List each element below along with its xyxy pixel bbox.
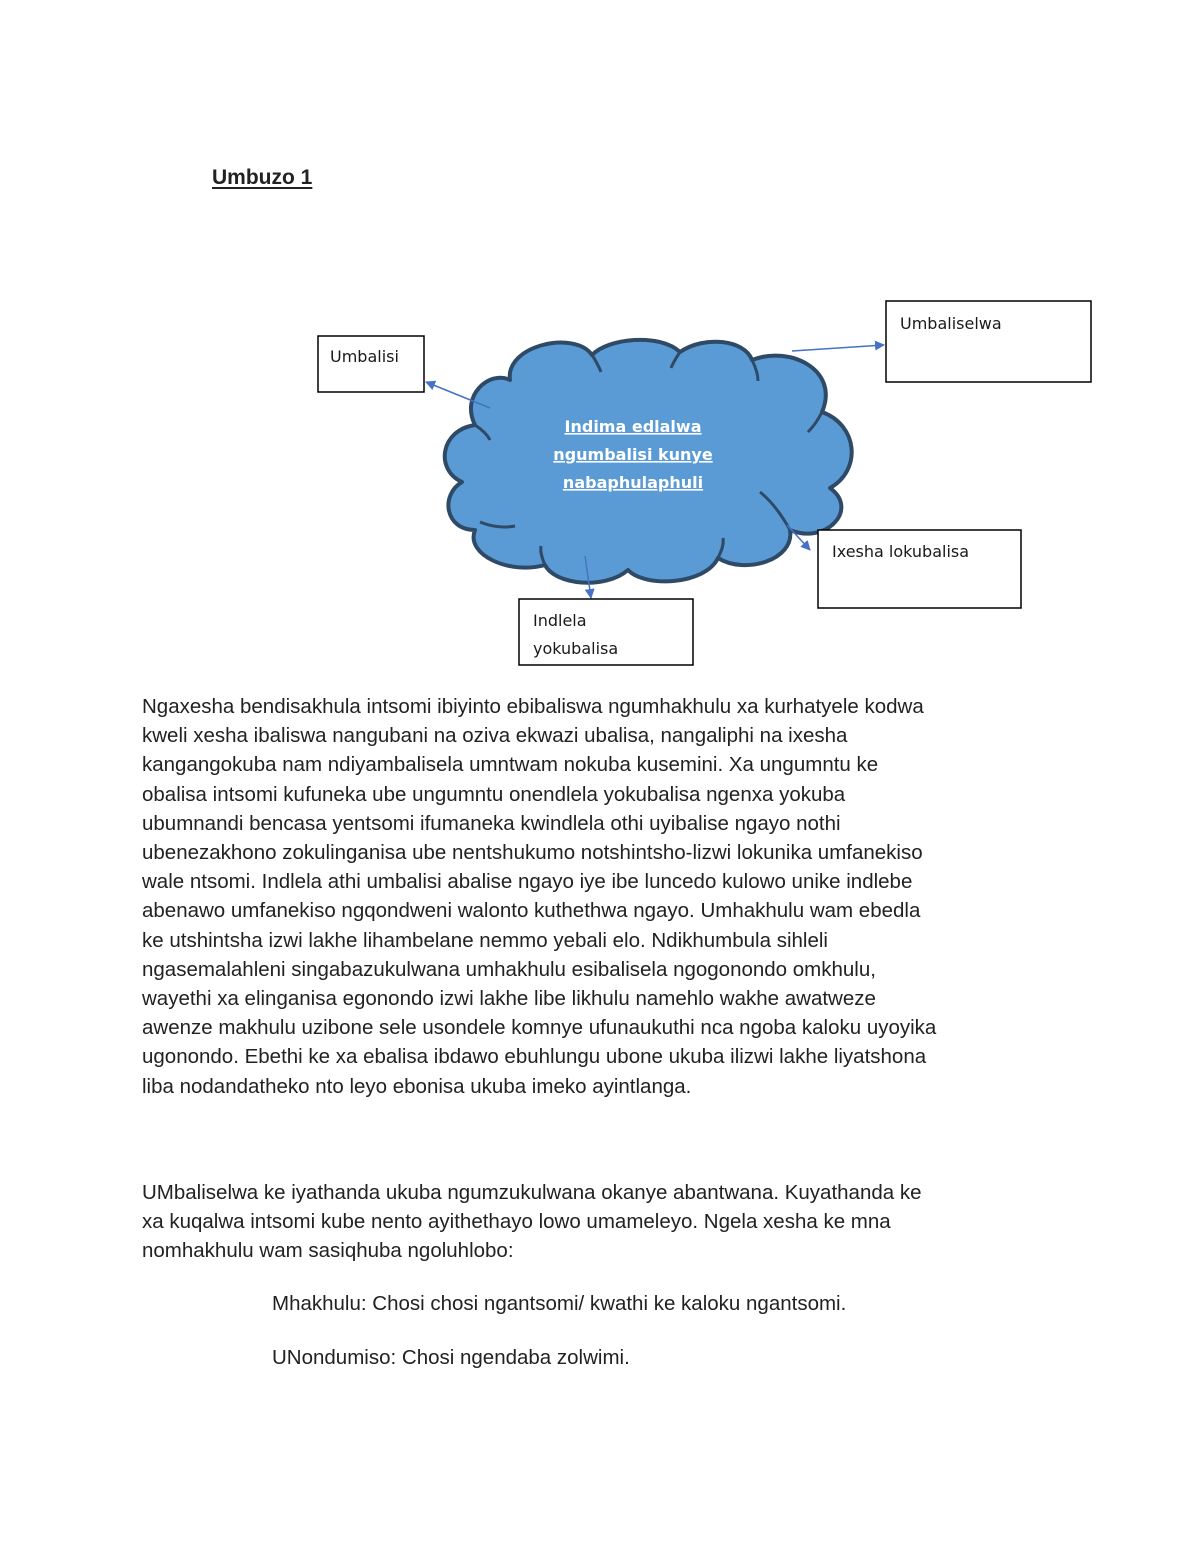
box-umbaliselwa-label: Umbaliselwa — [900, 314, 1002, 333]
paragraph-line: kangangokuba nam ndiyambalisela umntwam nokuba kusemini. Xa ungumntu ke — [142, 753, 879, 777]
paragraph-line: liba nodandatheko nto leyo ebonisa ukuba imeko ayintlanga. — [142, 1074, 692, 1098]
paragraph-line: nomhakhulu wam sasiqhuba ngoluhlobo: — [142, 1239, 514, 1263]
arrow-to-umbaliselwa — [792, 345, 884, 351]
box-indlela — [519, 599, 693, 665]
box-ixesha — [818, 530, 1021, 608]
narration-diagram — [0, 0, 1200, 700]
box-indlela-label-line-1: Indlela — [533, 611, 587, 630]
paragraph-intro — [142, 692, 1082, 1101]
paragraph-line: UMbaliselwa ke iyathanda ukuba ngumzukulwana okanye abantwana. Kuyathanda ke — [142, 1181, 922, 1204]
paragraph-line: awenze makhulu uzibone sele usondele komnye ufunaukuthi nca ngoba kaloku uyoyika — [142, 1016, 937, 1040]
question-heading: Umbuzo 1 — [212, 166, 313, 189]
paragraph-line: ke utshintsha izwi lakhe lihambelane nemmo yebali elo. Ndikhumbula sihleli — [142, 928, 828, 952]
paragraph-line: ngasemalahleni singabazukulwana umhakhulu esibalisela ngogonondo omkhulu, — [142, 957, 876, 981]
paragraph-line: wale ntsomi. Indlela athi umbalisi abalise ngayo iye ibe luncedo kulowo unike indlebe — [142, 870, 913, 894]
box-umbaliselwa — [886, 301, 1091, 382]
box-umbalisi — [318, 336, 424, 392]
paragraph-line: obalisa intsomi kufuneka ube ungumntu onendlela yokubalisa ngenxa yokuba — [142, 782, 846, 806]
paragraph-line: ugonondo. Ebethi ke xa ebalisa ibdawo ebuhlungu ubone ukuba ilizwi lakhe liyatshona — [142, 1045, 927, 1069]
paragraph-umbaliselwa — [142, 1178, 1082, 1266]
paragraph-line: xa kuqalwa intsomi kube nento ayithethayo lowo umameleyo. Ngela xesha ke mna — [142, 1210, 891, 1234]
paragraph-line: Ngaxesha bendisakhula intsomi ibiyinto ebibaliswa ngumhakhulu xa kurhatyele kodwa — [142, 695, 924, 718]
paragraph-line: wayethi xa elinganisa egonondo izwi lakhe libe likhulu namehlo wakhe awatweze — [142, 987, 876, 1011]
box-ixesha-label: Ixesha lokubalisa — [832, 542, 970, 561]
box-umbalisi-label: Umbalisi — [330, 347, 399, 366]
paragraph-line: ubumnandi bencasa yentsomi ifumaneka kwindlela othi uyibalise ngayo nothi — [142, 811, 841, 835]
dialogue-line-mhakhulu: Mhakhulu: Chosi chosi ngantsomi/ kwathi ke kaloku ngantsomi. — [272, 1292, 847, 1315]
cloud-label-line-1: Indima edlalwa — [564, 417, 702, 436]
cloud-label-line-3: nabaphulaphuli — [562, 473, 704, 492]
paragraph-line: ubenezakhono zokulinganisa ube nentshukumo notshintsho-lizwi lokunika umfanekiso — [142, 841, 923, 865]
paragraph-line: abenawo umfanekiso ngqondweni walonto kuthethwa ngayo. Umhakhulu wam ebedla — [142, 899, 921, 923]
box-indlela-label-line-2: yokubalisa — [533, 639, 619, 658]
dialogue-line-unondumiso: UNondumiso: Chosi ngendaba zolwimi. — [272, 1346, 630, 1369]
paragraph-line: kweli xesha ibaliswa nangubani na oziva ekwazi ubalisa, nangaliphi na ixesha — [142, 724, 848, 748]
cloud-label-line-2: ngumbalisi kunye — [553, 445, 713, 464]
